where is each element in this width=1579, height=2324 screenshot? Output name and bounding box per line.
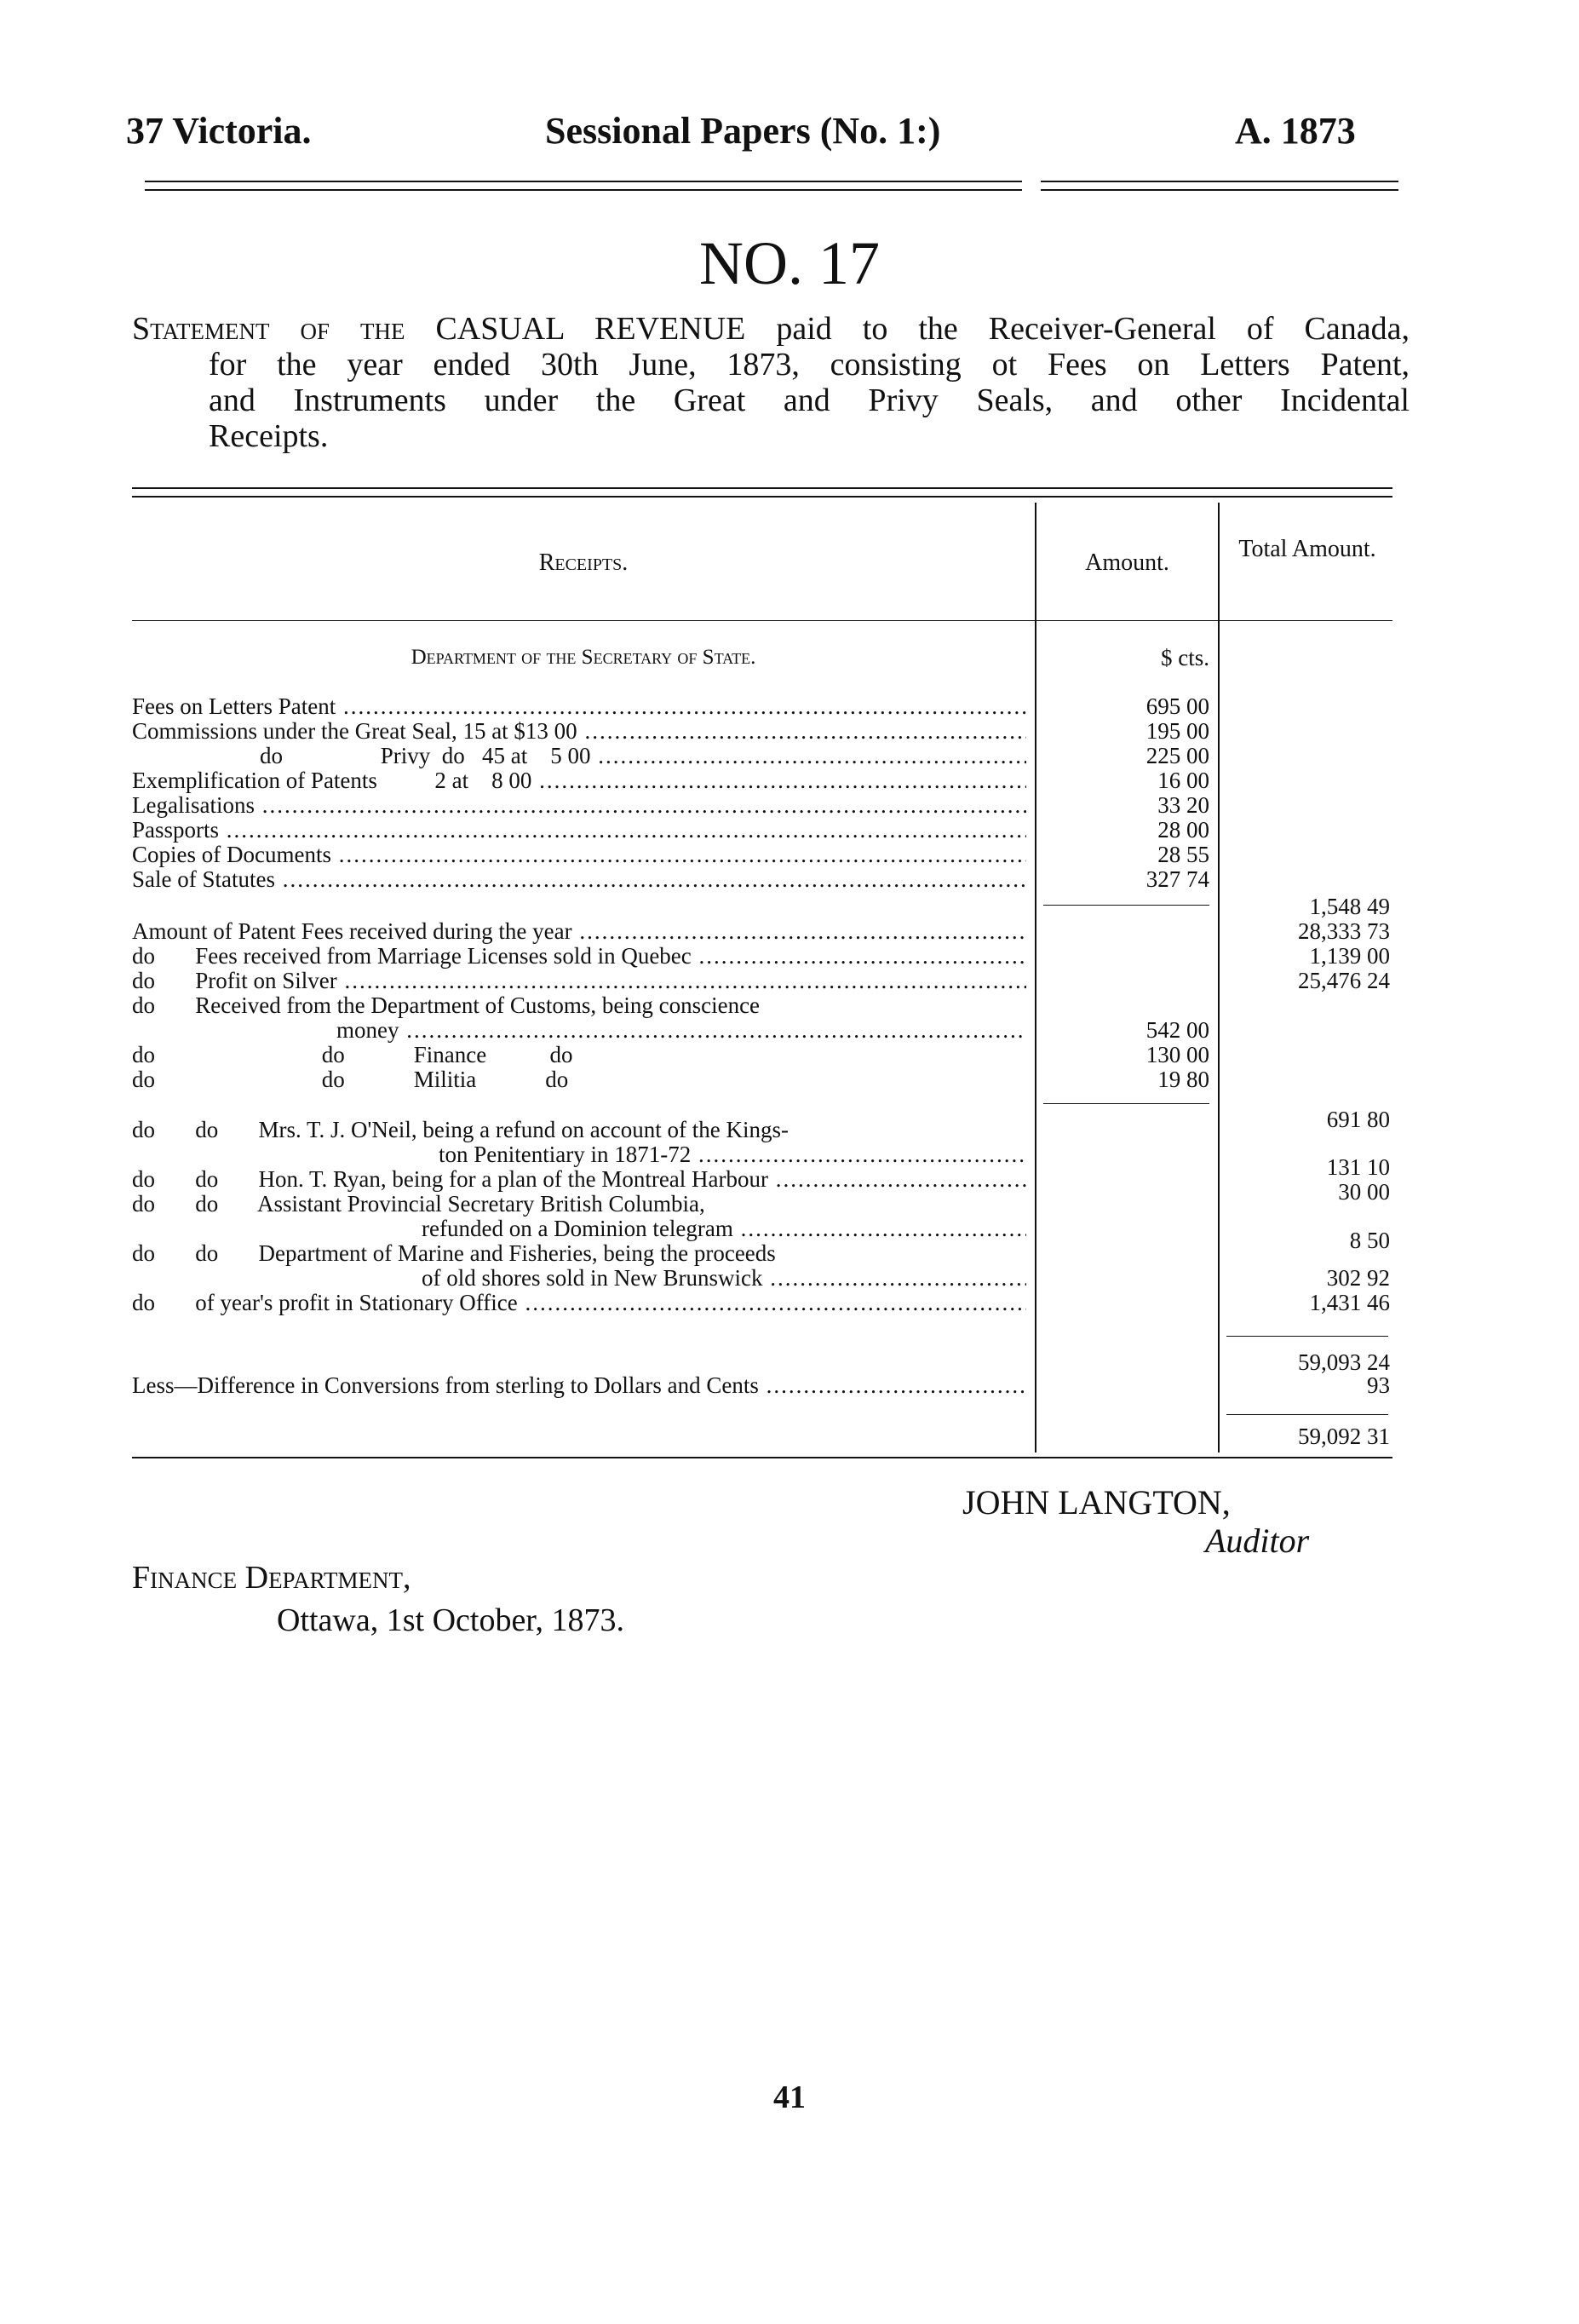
row-total: 93 [1367,1372,1390,1398]
table-bottom-rule [132,1457,1392,1458]
header-volume: 37 Victoria. [126,110,312,152]
auditor-name: JOHN LANGTON, [962,1483,1231,1522]
row-total: 28,333 73 [1298,918,1390,944]
row-label: Copies of Documents ..... [132,843,1026,867]
document-title: NO. 17 [699,229,880,297]
row-label: do Fees received from Marriage Licenses sold in Quebec ..... [132,944,1026,969]
row-amount: 33 20 [1157,792,1209,818]
row-amount: 130 00 [1145,1042,1209,1067]
row-label: Legalisations ..... [132,793,1026,818]
row-amount: 28 00 [1157,817,1209,843]
row-label: do Profit on Silver ..... [132,969,1026,993]
header-sessional-papers: Sessional Papers (No. 1:) [545,110,941,152]
header-rule-right [1041,181,1398,182]
currency-label: $ cts. [1161,645,1209,670]
row-total: 691 80 [1326,1107,1390,1132]
header-separator [132,620,1392,621]
row-total: 30 00 [1338,1179,1390,1205]
row-total: 59,093 24 [1298,1349,1390,1375]
row-label: do Received from the Department of Customs, being conscience [132,993,761,1018]
row-label: refunded on a Dominion telegram ..... [132,1217,1026,1241]
intro-line-3: and Instruments under the Great and Privy Seals, and other Incidental [209,383,1410,418]
header-rule-right-2 [1041,189,1398,191]
row-total: 1,548 49 [1309,894,1390,919]
table-top-rule [132,487,1392,489]
row-label: do do Assistant Provincial Secretary British Columbia, [132,1192,705,1217]
row-amount: 195 00 [1145,718,1209,744]
row-amount: 327 74 [1145,866,1209,892]
auditor-title: Auditor [1205,1522,1310,1560]
header-year: A. 1873 [1235,110,1356,152]
row-amount: 28 55 [1157,842,1209,867]
section-heading: Department of the Secretary of State. [411,646,756,669]
row-amount: 542 00 [1145,1017,1209,1043]
row-label: Commissions under the Great Seal, 15 at $13 00 ..... [132,719,1026,744]
finance-department: Finance Department, [132,1560,411,1596]
row-total: 1,139 00 [1309,943,1390,969]
row-label: Less—Difference in Conversions from sterling to Dollars and Cents ..... [132,1373,1026,1398]
subtotal-rule [1043,1103,1209,1104]
row-amount: 225 00 [1145,743,1209,768]
row-total: 8 50 [1349,1228,1390,1253]
amount-column-header: Amount. [1085,549,1169,576]
row-label: Exemplification of Patents 2 at 8 00 ..... [132,768,1026,793]
row-label: do do Hon. T. Ryan, being for a plan of the Montreal Harbour ..... [132,1167,1026,1192]
statement-intro [132,311,1410,454]
row-label: ton Penitentiary in 1871-72 ..... [132,1142,1026,1167]
row-label: Fees on Letters Patent ..... [132,694,1026,719]
row-amount: 19 80 [1157,1067,1209,1092]
row-label: do do Mrs. T. J. O'Neil, being a refund on account of the Kings- [132,1118,789,1142]
grand-total: 59,092 31 [1298,1424,1390,1449]
row-total: 25,476 24 [1298,968,1390,993]
amount-column-divider [1035,503,1036,1452]
row-amount: 695 00 [1145,693,1209,719]
intro-lead: Statement of the [132,311,405,347]
place-date: Ottawa, 1st October, 1873. [277,1602,624,1638]
subtotal-rule [1043,905,1209,906]
receipts-column-header: Receipts. [538,549,629,576]
row-label: of old shores sold in New Brunswick ..... [132,1266,1026,1291]
intro-line-4: Receipts. [209,418,329,454]
row-total: 131 10 [1326,1154,1390,1180]
row-amount: 16 00 [1157,768,1209,793]
row-label: do do Militia do [132,1067,569,1092]
row-total: 1,431 46 [1309,1290,1390,1315]
row-total: 302 92 [1326,1265,1390,1291]
row-label: Passports ..... [132,818,1026,843]
row-label: do of year's profit in Stationary Office ..... [132,1291,1026,1315]
total-rule [1226,1336,1388,1337]
row-label: do do Department of Marine and Fisheries, being the proceeds [132,1241,776,1266]
row-label: do do Finance do [132,1043,573,1067]
row-label: do Privy do 45 at 5 00 ..... [132,744,1026,768]
row-label: Amount of Patent Fees received during the year ..... [132,919,1026,944]
total-column-divider [1218,503,1220,1452]
intro-line-1: CASUAL REVENUE paid to the Receiver-General of Canada, [435,311,1410,347]
total-rule [1226,1414,1388,1415]
header-rule-left-2 [145,189,1022,191]
row-label: Sale of Statutes ..... [132,867,1026,892]
total-column-header: Total Amount. [1238,536,1376,562]
page-number: 41 [773,2080,806,2115]
header-rule-left [145,181,1022,182]
intro-line-2: for the year ended 30th June, 1873, consisting ot Fees on Letters Patent, [209,347,1410,383]
table-top-rule-2 [132,496,1392,498]
row-label: money ..... [132,1018,1026,1043]
